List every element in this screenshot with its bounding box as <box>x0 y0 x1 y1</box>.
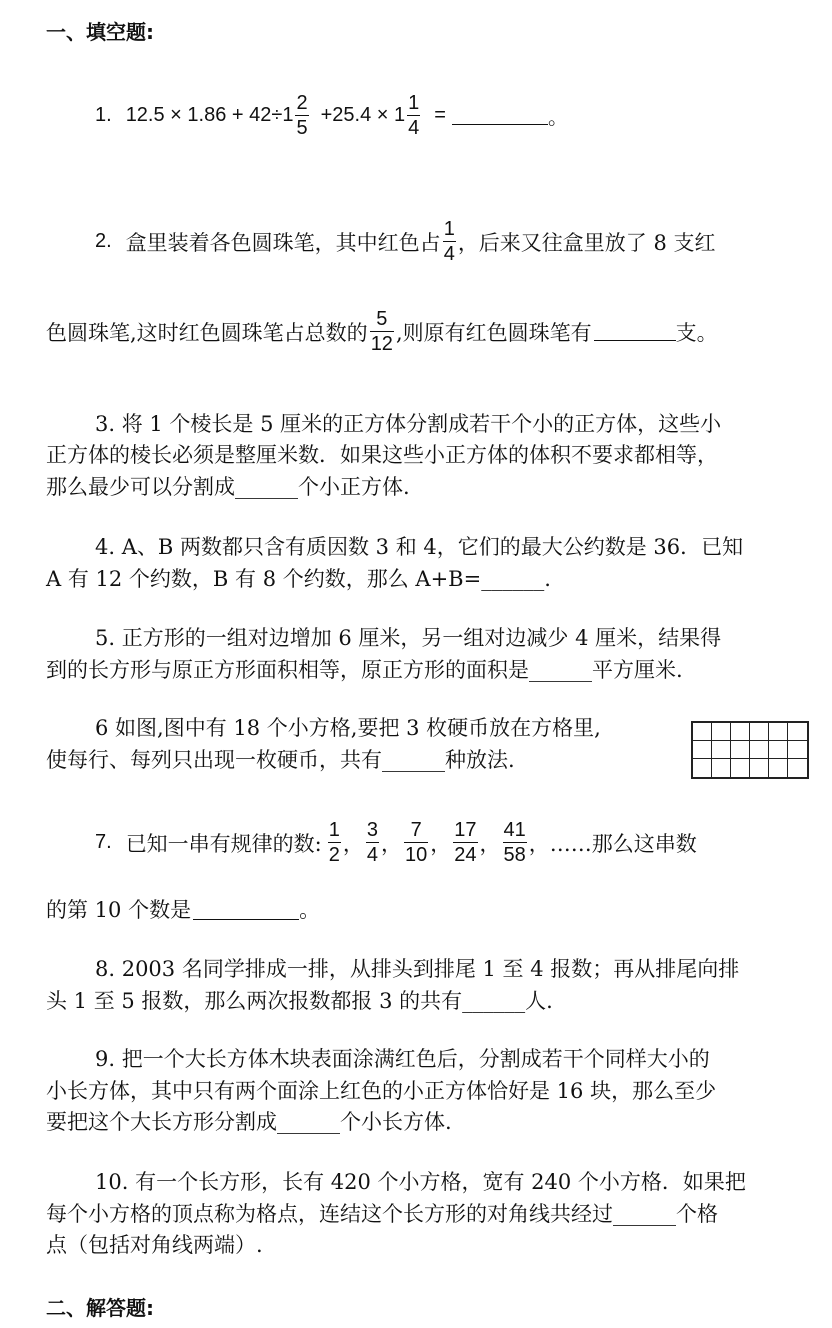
question-2-line-2 <box>46 307 718 356</box>
q10-line-2: 每个小方格的顶点称为格点，连结这个长方形的对角线共经过______个格 <box>46 1202 718 1226</box>
q2-fraction-1 <box>443 217 456 266</box>
q7-line-2-text: 的第 10 个数是 <box>46 898 192 922</box>
q7-sep-3: ， <box>430 831 452 856</box>
q7-fraction-5-numerator: 41 <box>503 819 526 841</box>
q7-fraction-5 <box>503 818 527 867</box>
q7-fraction-2-denominator: 4 <box>366 844 379 866</box>
q7-fraction-3-denominator: 10 <box>405 844 428 866</box>
q7-fraction-4-denominator: 24 <box>454 844 477 866</box>
q6-line-1: 6 如图,图中有 18 个小方格,要把 3 枚硬币放在方格里, <box>95 716 601 740</box>
grid-figure-3x6 <box>691 721 809 779</box>
q2-text-2a: 色圆珠笔,这时红色圆珠笔占总数的 <box>46 320 368 345</box>
q7-number: 7. <box>95 831 112 853</box>
q2-text-2c: 支。 <box>675 320 718 345</box>
q2-text-1a: 盒里装着各色圆珠笔，其中红色占 <box>125 230 441 255</box>
q2-fraction-2-numerator: 5 <box>376 308 388 330</box>
q7-tail: ，……那么这串数 <box>528 831 697 856</box>
q7-lead: 已知一串有规律的数: <box>125 831 322 856</box>
q9-line-1: 9. 把一个大长方体木块表面涂满红色后，分割成若干个同样大小的 <box>95 1047 710 1071</box>
q1-fraction-2-denominator: 4 <box>408 117 420 139</box>
q3-line-2: 正方体的棱长必须是整厘米数．如果这些小正方体的体积不要求都相等， <box>46 443 718 467</box>
q1-expression-part1: 12.5 × 1.86 + 42÷1 <box>125 104 294 126</box>
q7-fraction-1 <box>328 818 341 867</box>
q2-fraction-2-denominator: 12 <box>370 333 393 355</box>
q8-line-2: 头 1 至 5 报数，那么两次报数都报 3 的共有______人. <box>46 989 553 1013</box>
q4-line-2: A 有 12 个约数，B 有 8 个约数，那么 A+B=______. <box>46 567 551 591</box>
q7-fraction-4-numerator: 17 <box>454 819 477 841</box>
q7-sep-4: ， <box>479 831 501 856</box>
q7-fraction-1-numerator: 1 <box>328 819 340 841</box>
q9-line-2: 小长方体，其中只有两个面涂上红色的小正方体恰好是 16 块，那么至少 <box>46 1079 717 1103</box>
q7-fraction-3 <box>404 818 428 867</box>
q2-answer-blank <box>594 322 676 341</box>
q10-line-3: 点（包括对角线两端）. <box>46 1233 263 1257</box>
q1-fraction-1 <box>295 91 308 140</box>
q1-expression-part2: +25.4 × 1 <box>320 104 406 126</box>
q9-line-3: 要把这个大长方形分割成______个小长方体. <box>46 1110 452 1134</box>
section-title-solutions: 二、解答题: <box>46 1296 154 1320</box>
q5-line-2: 到的长方形与原正方形面积相等，原正方形的面积是______平方厘米. <box>46 658 683 682</box>
q7-fraction-1-denominator: 2 <box>328 844 340 866</box>
question-1 <box>95 91 568 140</box>
q7-fraction-2-numerator: 3 <box>366 819 379 841</box>
q4-line-1: 4. A、B 两数都只含有质因数 3 和 4，它们的最大公约数是 36．已知 <box>95 535 744 559</box>
q2-number: 2. <box>95 230 112 252</box>
q1-answer-blank <box>452 106 548 125</box>
q1-fraction-2-numerator: 1 <box>408 92 420 114</box>
q7-fraction-4 <box>453 818 477 867</box>
q1-equals: = <box>434 104 446 126</box>
q7-sep-1: ， <box>342 831 364 856</box>
q7-fraction-3-numerator: 7 <box>410 819 422 841</box>
section-title-fill-in: 一、填空题: <box>46 20 154 44</box>
q7-fraction-2 <box>366 818 379 867</box>
question-2-line-1 <box>95 217 716 266</box>
q2-fraction-1-denominator: 4 <box>443 243 455 265</box>
q1-fraction-1-numerator: 2 <box>296 92 308 114</box>
q10-line-1: 10. 有一个长方形，长有 420 个小方格，宽有 240 个小方格．如果把 <box>95 1170 746 1194</box>
q1-fraction-2 <box>407 91 420 140</box>
q2-text-2b: ,则原有红色圆珠笔有 <box>395 320 592 345</box>
q2-text-1b: ，后来又往盒里放了 8 支红 <box>457 230 716 255</box>
q1-number: 1. <box>95 104 112 126</box>
q8-line-1: 8. 2003 名同学排成一排，从排头到排尾 1 至 4 报数；再从排尾向排 <box>95 957 740 981</box>
q2-fraction-2 <box>370 307 394 356</box>
question-7-line-2 <box>46 895 320 926</box>
q7-period: 。 <box>299 898 321 922</box>
q7-fraction-5-denominator: 58 <box>503 844 526 866</box>
q5-line-1: 5. 正方形的一组对边增加 6 厘米，另一组对边减少 4 厘米，结果得 <box>95 626 722 650</box>
q1-fraction-1-denominator: 5 <box>296 117 308 139</box>
q3-line-1: 3. 将 1 个棱长是 5 厘米的正方体分割成若干个小的正方体，这些小 <box>95 412 722 436</box>
q2-fraction-1-numerator: 1 <box>443 218 455 240</box>
q7-sep-2: ， <box>381 831 403 856</box>
question-7-line-1 <box>95 818 697 867</box>
q3-line-3: 那么最少可以分割成______个小正方体. <box>46 475 410 499</box>
q1-period: 。 <box>547 107 568 129</box>
q6-line-2: 使每行、每列只出现一枚硬币，共有______种放法. <box>46 748 515 772</box>
q7-answer-blank <box>193 901 299 920</box>
